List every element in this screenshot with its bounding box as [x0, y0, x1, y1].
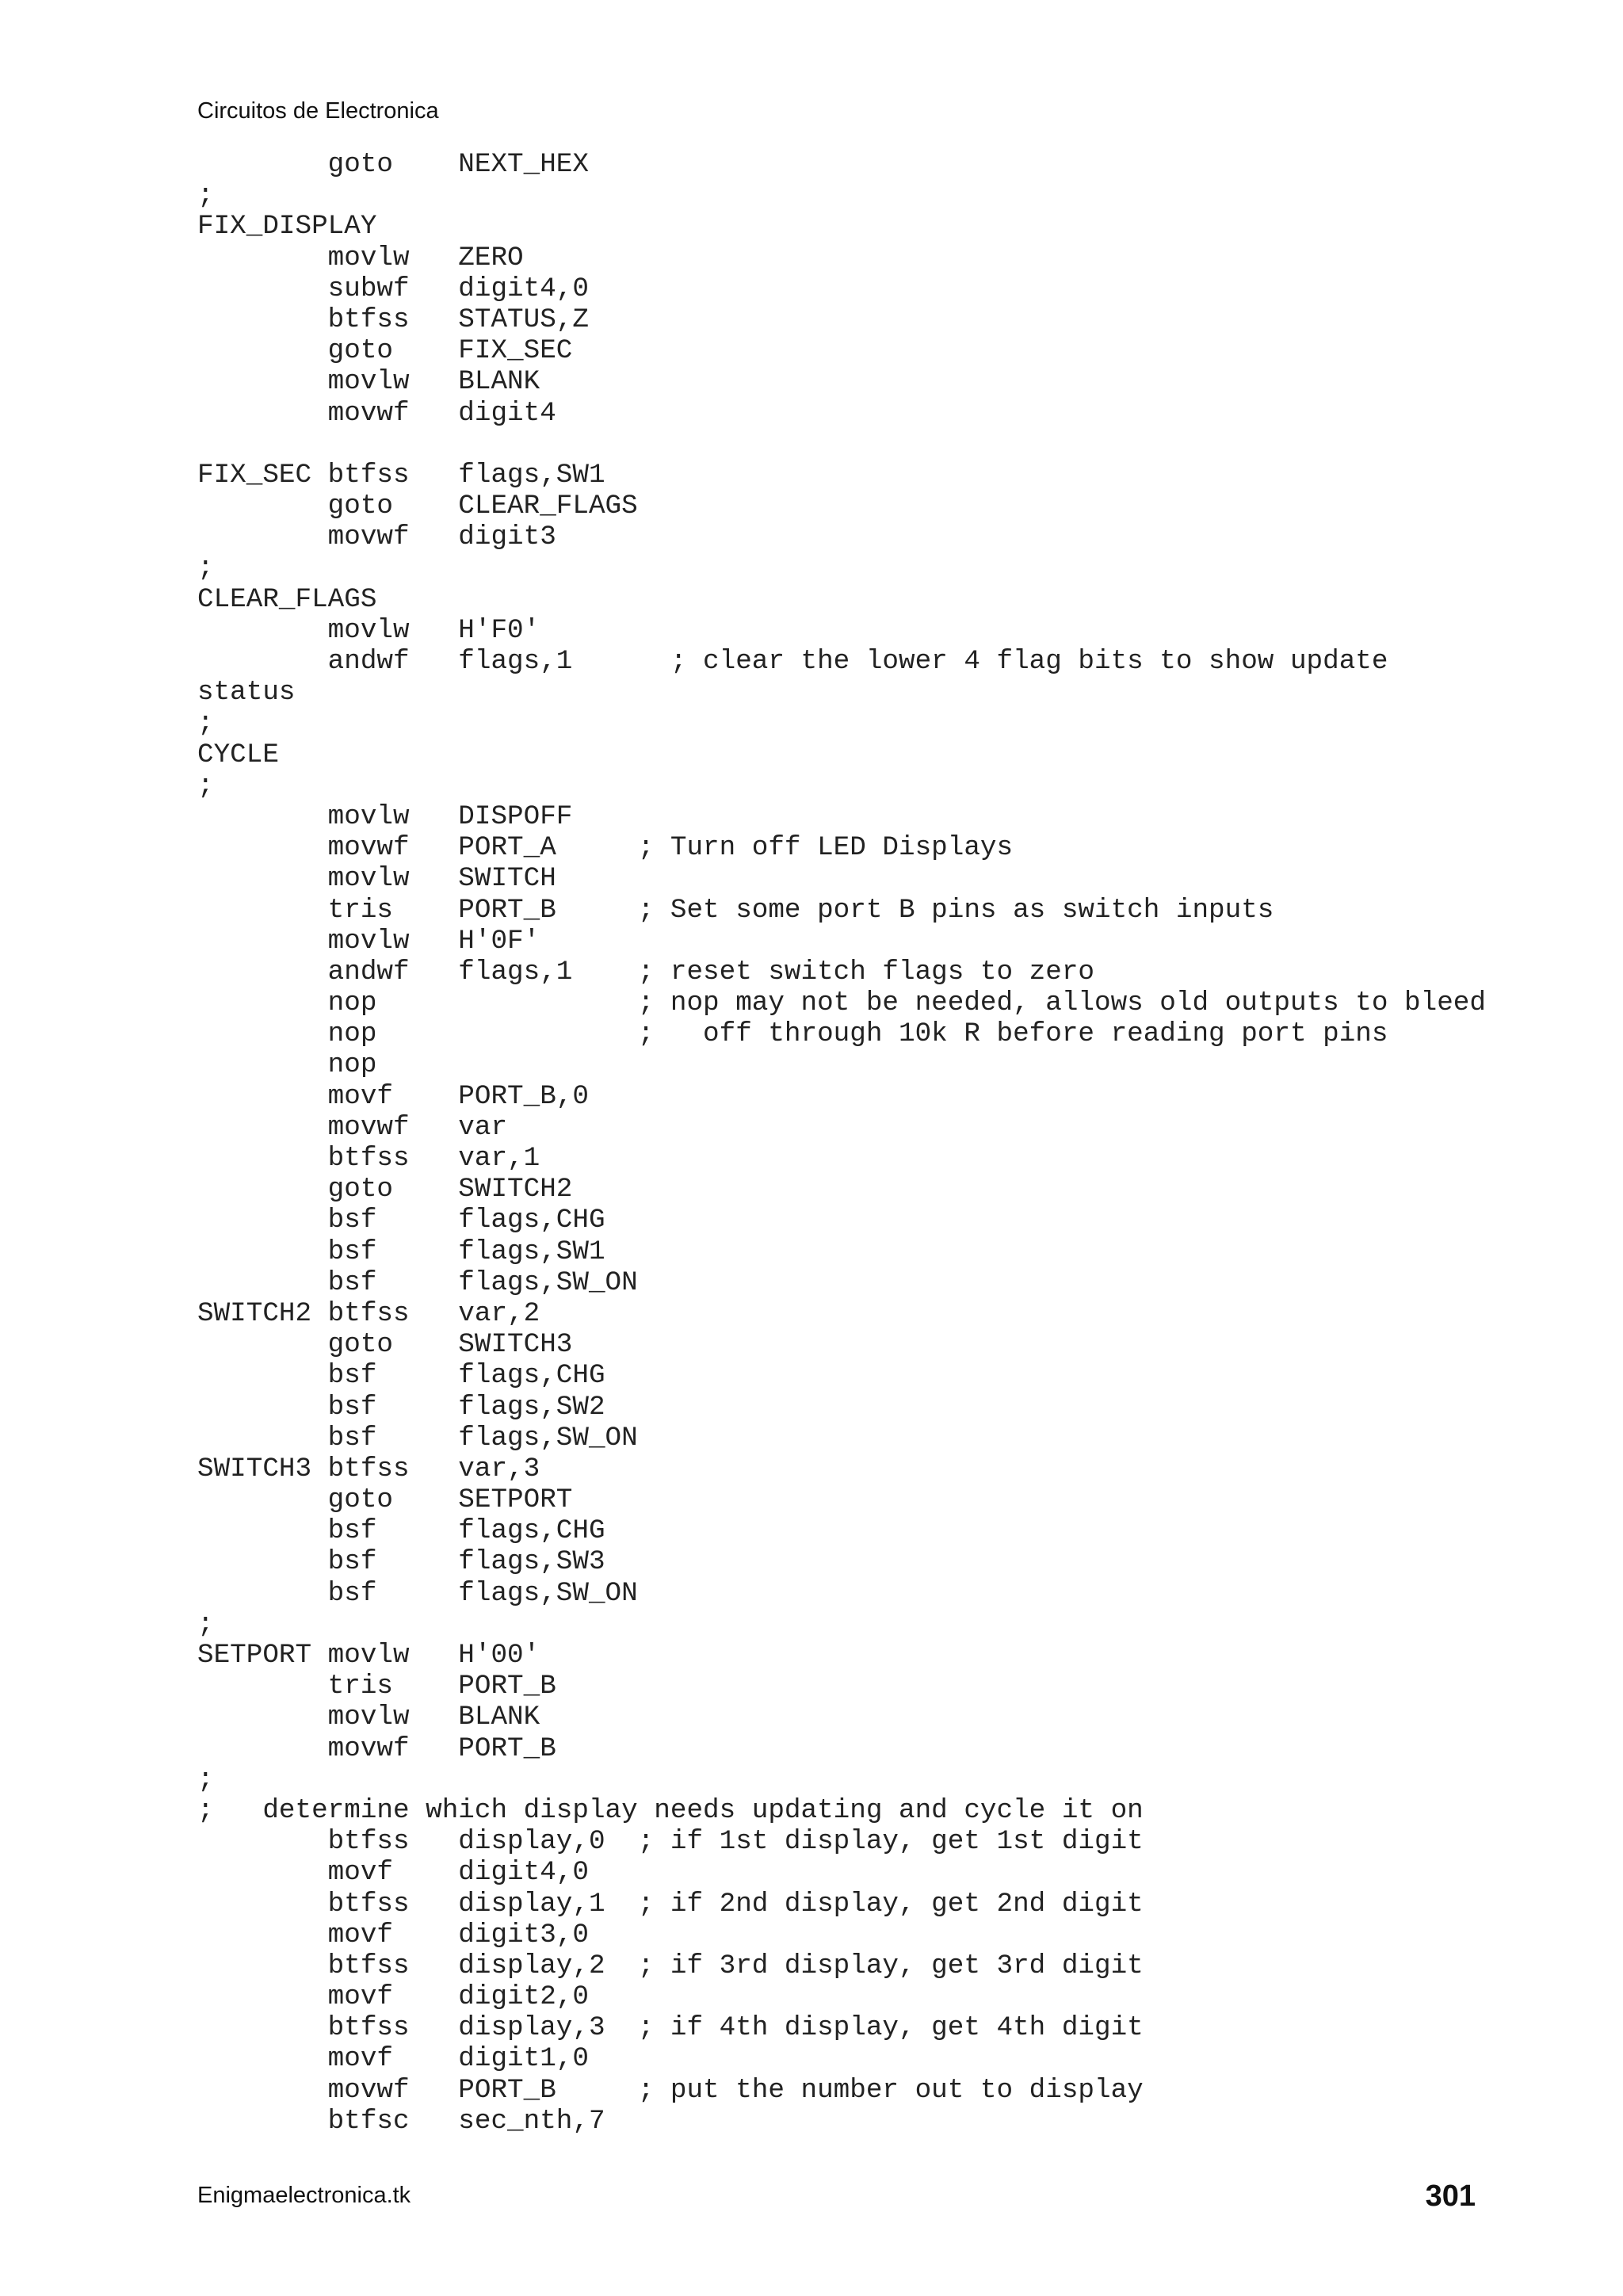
code-line: tris PORT_B ; Set some port B pins as switch inputs	[197, 894, 1274, 926]
code-line: nop	[197, 1049, 377, 1081]
code-line: movlw BLANK	[197, 366, 540, 398]
code-line: SWITCH2 btfss var,2	[197, 1297, 540, 1329]
code-line: movf PORT_B,0	[197, 1080, 589, 1112]
code-line: ;	[197, 708, 214, 739]
code-line: CYCLE	[197, 739, 279, 770]
code-line: movwf PORT_B ; put the number out to display	[197, 2074, 1144, 2106]
code-line: goto CLEAR_FLAGS	[197, 491, 638, 522]
code-line: bsf flags,SW_ON	[197, 1577, 638, 1609]
code-line: status	[197, 677, 296, 709]
code-line: btfsc sec_nth,7	[197, 2105, 605, 2137]
code-line: nop ; nop may not be needed, allows old outputs to bleed	[197, 988, 1486, 1019]
code-line: SETPORT movlw H'00'	[197, 1640, 540, 1671]
code-line: goto FIX_SEC	[197, 335, 573, 367]
footer-site-name: Enigmaelectronica.tk	[197, 2183, 411, 2208]
code-line: bsf flags,SW_ON	[197, 1266, 638, 1298]
code-line: movwf PORT_B	[197, 1733, 556, 1764]
code-line: andwf flags,1 ; reset switch flags to zero	[197, 956, 1094, 988]
code-line: ;	[197, 770, 214, 801]
code-line: ;	[197, 180, 214, 212]
code-line: bsf flags,CHG	[197, 1205, 605, 1236]
code-line: movf digit3,0	[197, 1919, 589, 1950]
code-line: FIX_SEC btfss flags,SW1	[197, 459, 605, 491]
code-line: goto SWITCH3	[197, 1329, 573, 1361]
code-line: ;	[197, 1608, 214, 1640]
code-line: movwf digit3	[197, 521, 556, 553]
code-line: bsf flags,CHG	[197, 1515, 605, 1547]
code-line: goto NEXT_HEX	[197, 149, 589, 180]
code-line: goto SWITCH2	[197, 1174, 573, 1205]
code-line: goto SETPORT	[197, 1484, 573, 1516]
code-line: btfss display,3 ; if 4th display, get 4th digit	[197, 2012, 1144, 2044]
code-line: btfss display,0 ; if 1st display, get 1st digit	[197, 1826, 1144, 1858]
code-listing	[197, 149, 1486, 2137]
code-line: movlw DISPOFF	[197, 800, 573, 832]
code-line: tris PORT_B	[197, 1671, 556, 1702]
code-line: SWITCH3 btfss var,3	[197, 1453, 540, 1484]
code-line: ;	[197, 1763, 214, 1795]
code-line: btfss STATUS,Z	[197, 304, 589, 335]
code-line: movf digit2,0	[197, 1981, 589, 2013]
code-line: bsf flags,SW3	[197, 1546, 605, 1578]
code-line: movlw H'0F'	[197, 925, 540, 957]
code-line: ;	[197, 552, 214, 584]
code-line: movf digit4,0	[197, 1857, 589, 1889]
code-line: bsf flags,CHG	[197, 1360, 605, 1392]
code-line: movlw SWITCH	[197, 863, 556, 895]
code-line: CLEAR_FLAGS	[197, 583, 377, 615]
code-line: movlw ZERO	[197, 242, 524, 273]
code-line: movwf var	[197, 1111, 508, 1143]
code-line: movlw BLANK	[197, 1702, 540, 1733]
code-line: bsf flags,SW_ON	[197, 1422, 638, 1454]
code-line: subwf digit4,0	[197, 273, 589, 304]
code-line: andwf flags,1 ; clear the lower 4 flag bits to show update	[197, 646, 1388, 677]
code-line: bsf flags,SW2	[197, 1391, 605, 1423]
code-line: btfss display,1 ; if 2nd display, get 2nd digit	[197, 1888, 1144, 1920]
code-line: ; determine which display needs updating and cycle it on	[197, 1794, 1144, 1826]
code-line: movwf digit4	[197, 397, 556, 429]
code-line: movf digit1,0	[197, 2043, 589, 2075]
code-line: nop ; off through 10k R before reading port pins	[197, 1018, 1388, 1050]
code-line: FIX_DISPLAY	[197, 211, 377, 243]
code-line: movwf PORT_A ; Turn off LED Displays	[197, 832, 1014, 864]
code-line: bsf flags,SW1	[197, 1236, 605, 1267]
code-line: btfss var,1	[197, 1143, 540, 1174]
code-line: btfss display,2 ; if 3rd display, get 3rd digit	[197, 1950, 1144, 1981]
running-header: Circuitos de Electronica	[197, 98, 439, 124]
code-line: movlw H'F0'	[197, 614, 540, 646]
code-line	[197, 429, 1486, 460]
page-number: 301	[1425, 2179, 1476, 2213]
